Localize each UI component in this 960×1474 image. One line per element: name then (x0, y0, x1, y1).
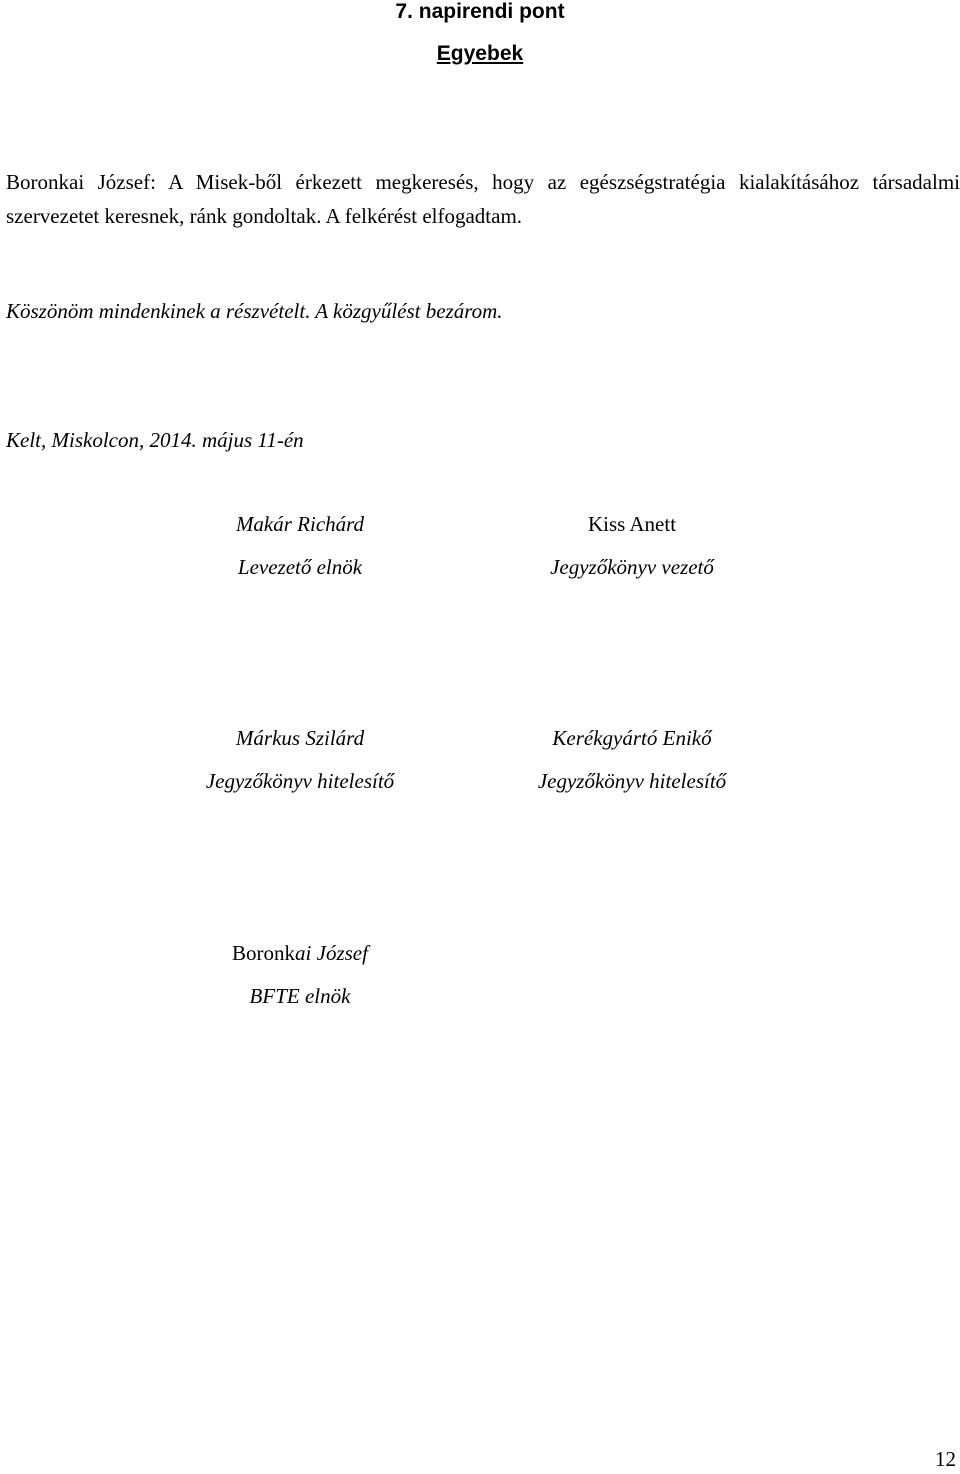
agenda-title: Egyebek (436, 42, 524, 65)
signature-president (140, 932, 460, 1018)
dateline: Kelt, Miskolcon, 2014. május 11-én (6, 428, 304, 452)
signature-chair (140, 503, 460, 589)
agenda-number: 7. napirendi pont (395, 0, 565, 23)
signature-role: Jegyzőkönyv vezető (550, 555, 714, 579)
signature-authenticator-2 (472, 717, 792, 803)
signature-name (140, 932, 460, 975)
signature-role: BFTE elnök (249, 984, 351, 1008)
signature-authenticator-1 (140, 717, 460, 803)
signature-name: Kiss Anett (587, 512, 677, 536)
closing-sentence: Köszönöm mindenkinek a részvételt. A közgyűlést bezárom. (6, 299, 503, 323)
signature-name: Kerékgyártó Enikő (552, 726, 712, 750)
signature-name-italic: ai József (295, 941, 368, 965)
signature-role: Jegyzőkönyv hitelesítő (537, 769, 727, 793)
body-paragraph: Boronkai József: A Misek-ből érkezett megkeresés, hogy az egészségstratégia kialakításához társadalmi szervezetet keresnek, ránk gondoltak. A felkérést elfogadtam. (6, 170, 960, 228)
signature-role: Levezető elnök (237, 555, 363, 579)
page-number: 12 (935, 1447, 956, 1471)
signature-recorder (472, 503, 792, 589)
signature-name-upright: Boronk (232, 941, 296, 965)
signature-name: Makár Richárd (235, 512, 365, 536)
signature-name: Márkus Szilárd (235, 726, 365, 750)
signature-role: Jegyzőkönyv hitelesítő (205, 769, 395, 793)
